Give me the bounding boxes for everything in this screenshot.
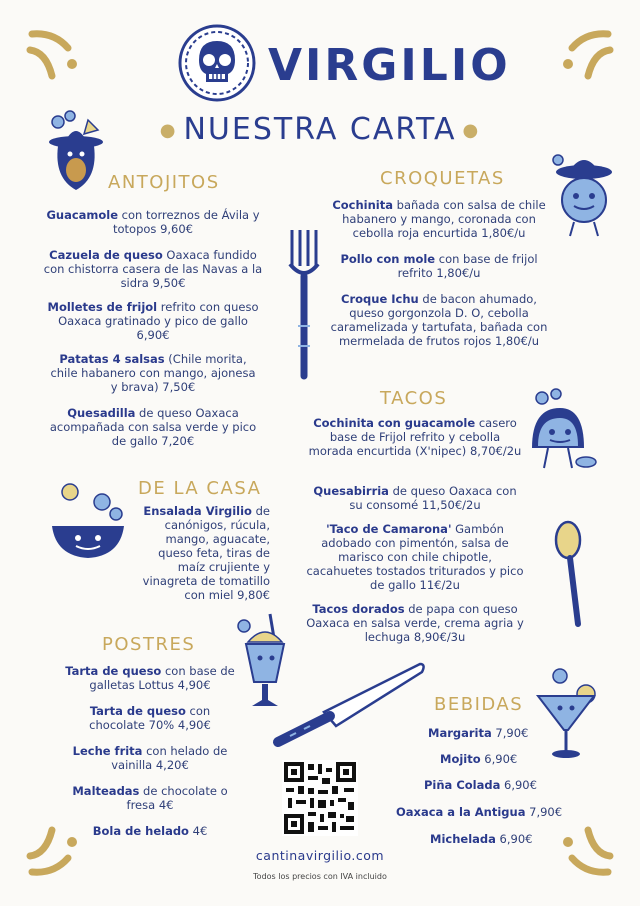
item-name: Tarta de queso [65,664,162,678]
section-heading-tacos: TACOS [380,388,448,409]
item-price: 4,90€ [177,678,211,692]
menu-item [396,805,562,819]
section-heading-bebidas: BEBIDAS [434,694,524,715]
section-heading-postres: POSTRES [102,634,196,655]
menu-item [306,484,524,512]
item-price: 9,80€ [237,588,270,602]
taco-character-icon [524,388,596,476]
menu-item [428,726,528,740]
menu-item [134,504,270,602]
item-name: Malteadas [72,784,140,798]
item-description: de chocolate o fresa [126,784,228,812]
item-name: Leche frita [72,744,143,758]
item-price: 1,80€/u [436,266,481,280]
item-price: 4€ [192,824,208,838]
item-name: Piña Colada [424,778,501,792]
item-name: Bola de helado [92,824,189,838]
menu-item [440,752,517,766]
item-name: Mojito [440,752,481,766]
section-heading-de-la-casa: DE LA CASA [138,478,262,499]
item-description: con base de galletas Lottus [89,664,235,692]
tax-note: Todos los precios con IVA incluido [253,872,387,881]
item-price: 6,90€ [484,752,518,766]
item-description: con base de frijol refrito [397,252,538,280]
item-description: casero base de Frijol refrito y cebolla morada encurtida (X'nipec) [308,416,517,458]
item-name: Ensalada Virgilio [143,504,252,518]
qr-code-icon [282,760,358,836]
section-heading-antojitos: ANTOJITOS [108,172,220,193]
item-description: de canónigos, rúcula, mango, aguacate, queso feta, tiras de maíz crujiente y vinagreta de tomatillo con miel [142,504,270,602]
item-name: Tacos dorados [312,602,405,616]
brand-name: VIRGILIO [268,40,511,91]
menu-item [60,664,240,692]
item-name: Guacamole [46,208,119,222]
item-name: Cochinita [332,198,393,212]
item-price: 7,90€ [529,805,563,819]
item-price: 7,90€ [495,726,529,740]
item-description: de papa con queso Oaxaca en salsa verde, crema agria y lechuga [306,602,524,644]
item-name: Margarita [428,726,492,740]
skull-logo-icon [178,24,256,102]
salad-bowl-icon [48,480,128,564]
website-link[interactable]: cantinavirgilio.com [255,848,385,863]
menu-item [60,824,240,838]
item-name: Molletes de frijol [47,300,158,314]
menu-item [328,198,550,240]
item-name: Cochinita con guacamole [313,416,476,430]
item-price: 1,80€/u [494,334,540,348]
item-name: Quesabirria [313,484,389,498]
item-price: 11,50€/2u [421,498,481,512]
item-price: 9,60€ [160,222,193,236]
menu-item [306,522,524,592]
menu-item [60,784,240,812]
fork-icon [284,226,328,386]
avocado-sombrero-icon [44,108,106,196]
item-price: 6,90€ [136,328,170,342]
section-heading-croquetas: CROQUETAS [380,168,505,189]
item-name: Cazuela de queso [49,248,163,262]
item-name: Patatas 4 salsas [59,352,165,366]
item-price: 1,80€/u [481,226,526,240]
item-description: de bacon ahumado, queso gorgonzola D. O, cebolla caramelizada y tartufata, bañada con mermelada de frutos rojos [330,292,548,348]
item-name: Croque Ichu [341,292,419,306]
item-price: 8,90€/3u [413,630,466,644]
item-description: de queso Oaxaca acompañada con salsa verde y pico de gallo [49,406,257,448]
item-name: Michelada [430,832,496,846]
corner-ornament-top-right [546,28,616,88]
item-description: con chocolate 70% [89,704,211,732]
item-price: 11€/2u [419,578,460,592]
menu-item [330,292,548,348]
item-price: 8,70€/2u [469,444,522,458]
item-name: Tarta de queso [89,704,186,718]
menu-item [430,832,532,846]
menu-item [40,248,266,290]
menu-item [330,252,548,280]
item-price: 4,20€ [155,758,189,772]
item-price: 7,50€ [162,380,196,394]
item-description: bañada con salsa de chile habanero y mango, coronada con cebolla roja encurtida [342,198,546,240]
menu-item [46,300,260,342]
menu-item [70,744,230,772]
item-price: 4€ [158,798,174,812]
margarita-glass-icon [534,666,598,762]
item-description: Oaxaca fundido con chistorra casera de las Navas a la sidra [43,248,263,290]
item-description: Gambón adobado con pimentón, salsa de marisco con chile chipotle, cacahuetes tostados triturados y pico de gallo [306,522,524,592]
spoon-icon [550,520,590,630]
menu-item [306,416,524,458]
item-name: Pollo con mole [340,252,436,266]
item-name: Quesadilla [67,406,136,420]
knife-icon [270,656,430,748]
item-description: (Chile morita, chile habanero con mango, ajonesa y brava) [50,352,256,394]
corner-ornament-top-left [24,28,94,88]
menu-item [424,778,537,792]
item-description: de queso Oaxaca con su consomé [349,484,517,512]
item-description: refrito con queso Oaxaca gratinado y pico de gallo [58,300,259,328]
gold-dot-icon: ● [462,120,481,141]
menu-item [300,602,530,644]
page-title-text: NUESTRA CARTA [183,112,457,147]
corner-ornament-bottom-right [546,818,616,878]
item-name: Oaxaca a la Antigua [396,805,526,819]
item-price: 6,90€ [499,832,533,846]
croquette-cowboy-icon [548,150,614,242]
item-description: con helado de vainilla [111,744,228,772]
item-name: 'Taco de Camarona' [326,522,452,536]
menu-item [46,406,260,448]
menu-item [40,208,266,236]
gold-dot-icon: ● [159,120,178,141]
item-description: con torreznos de Ávila y totopos [112,208,260,236]
menu-item [70,704,230,732]
item-price: 4,90€ [177,718,211,732]
item-price: 6,90€ [504,778,537,792]
item-price: 7,20€ [161,434,195,448]
item-price: 9,50€ [152,276,186,290]
menu-item [46,352,260,394]
